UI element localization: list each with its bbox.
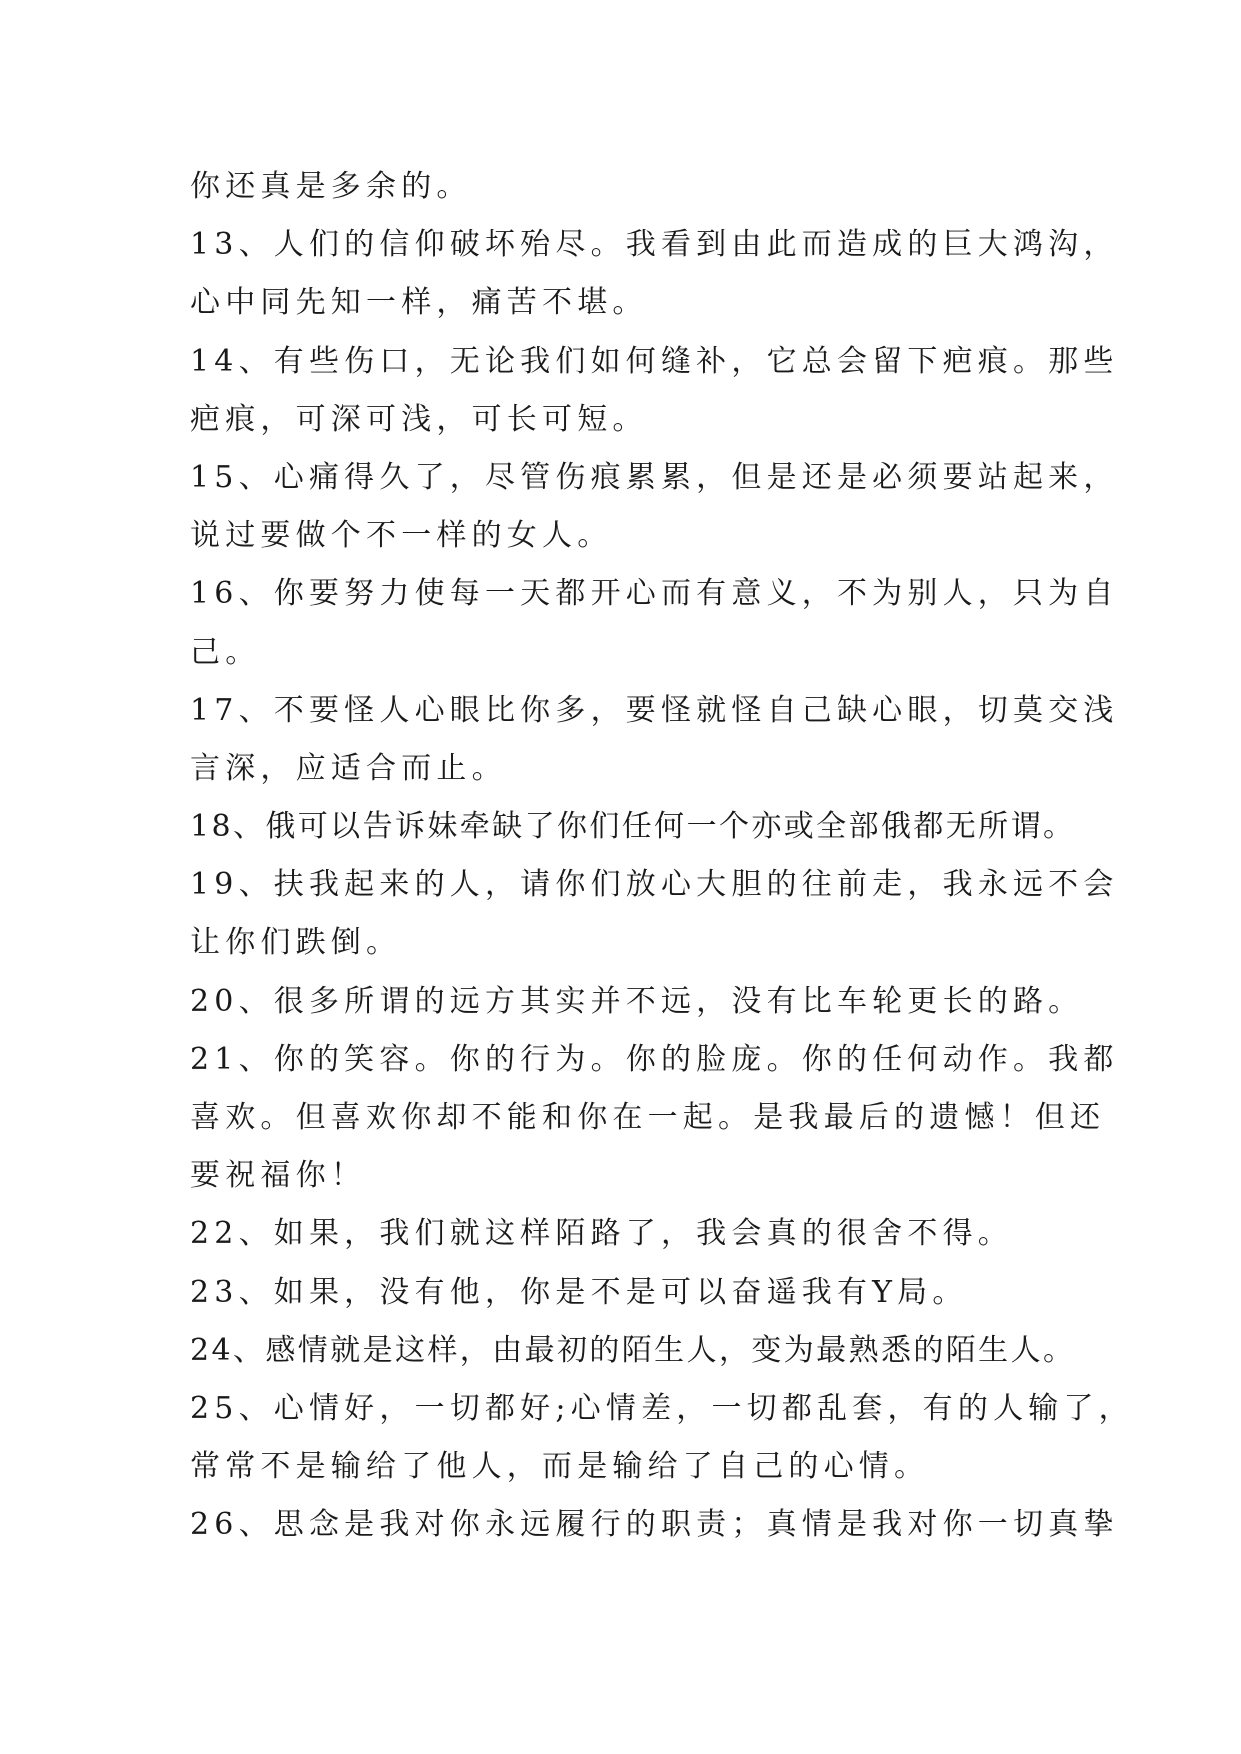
- text-line: 说过要做个不一样的女人。: [190, 518, 613, 554]
- body-text: [190, 158, 1134, 1555]
- text-line: 19、扶我起来的人，请你们放心大胆的往前走，我永远不会: [190, 867, 1119, 903]
- text-line: 常常不是输给了他人，而是输给了自己的心情。: [190, 1449, 930, 1485]
- text-line: 14、有些伤口，无论我们如何缝补，它总会留下疤痕。那些: [190, 343, 1119, 379]
- text-line: 16、你要努力使每一天都开心而有意义，不为别人，只为自: [190, 576, 1119, 612]
- text-line: 你还真是多余的。: [190, 169, 472, 204]
- text-line: 18、俄可以告诉妹牵缺了你们任何一个亦或全部俄都无所谓。: [190, 809, 1076, 845]
- text-line: 己。: [190, 634, 261, 670]
- text-line: 25、心情好，一切都好;心情差，一切都乱套，有的人输了，: [190, 1390, 1134, 1426]
- text-line: 让你们跌倒。: [190, 925, 402, 961]
- text-line: 26、思念是我对你永远履行的职责；真情是我对你一切真挚: [190, 1507, 1119, 1543]
- text-line: 15、心痛得久了，尽管伤痕累累，但是还是必须要站起来，: [190, 459, 1119, 495]
- text-line: 23、如果，没有他，你是不是可以奋遥我有Y局。: [190, 1274, 968, 1310]
- text-line: 喜欢。但喜欢你却不能和你在一起。是我最后的遗憾！但还: [190, 1100, 1106, 1135]
- text-line: 言深，应适合而止。: [190, 750, 507, 786]
- text-line: 21、你的笑容。你的行为。你的脸庞。你的任何动作。我都: [190, 1041, 1119, 1077]
- text-line: 17、不要怪人心眼比你多，要怪就怪自己缺心眼，切莫交浅: [190, 692, 1119, 728]
- text-line: 13、人们的信仰破坏殆尽。我看到由此而造成的巨大鸿沟，: [190, 227, 1119, 263]
- text-line: 心中同先知一样，痛苦不堪。: [190, 285, 648, 321]
- text-line: 要祝福你！: [190, 1158, 366, 1194]
- text-line: 22、如果，我们就这样陌路了，我会真的很舍不得。: [190, 1216, 1013, 1252]
- text-line: 24、感情就是这样，由最初的陌生人，变为最熟悉的陌生人。: [190, 1332, 1076, 1368]
- text-line: 20、很多所谓的远方其实并不远，没有比车轮更长的路。: [190, 983, 1084, 1019]
- text-line: 疤痕，可深可浅，可长可短。: [190, 401, 648, 437]
